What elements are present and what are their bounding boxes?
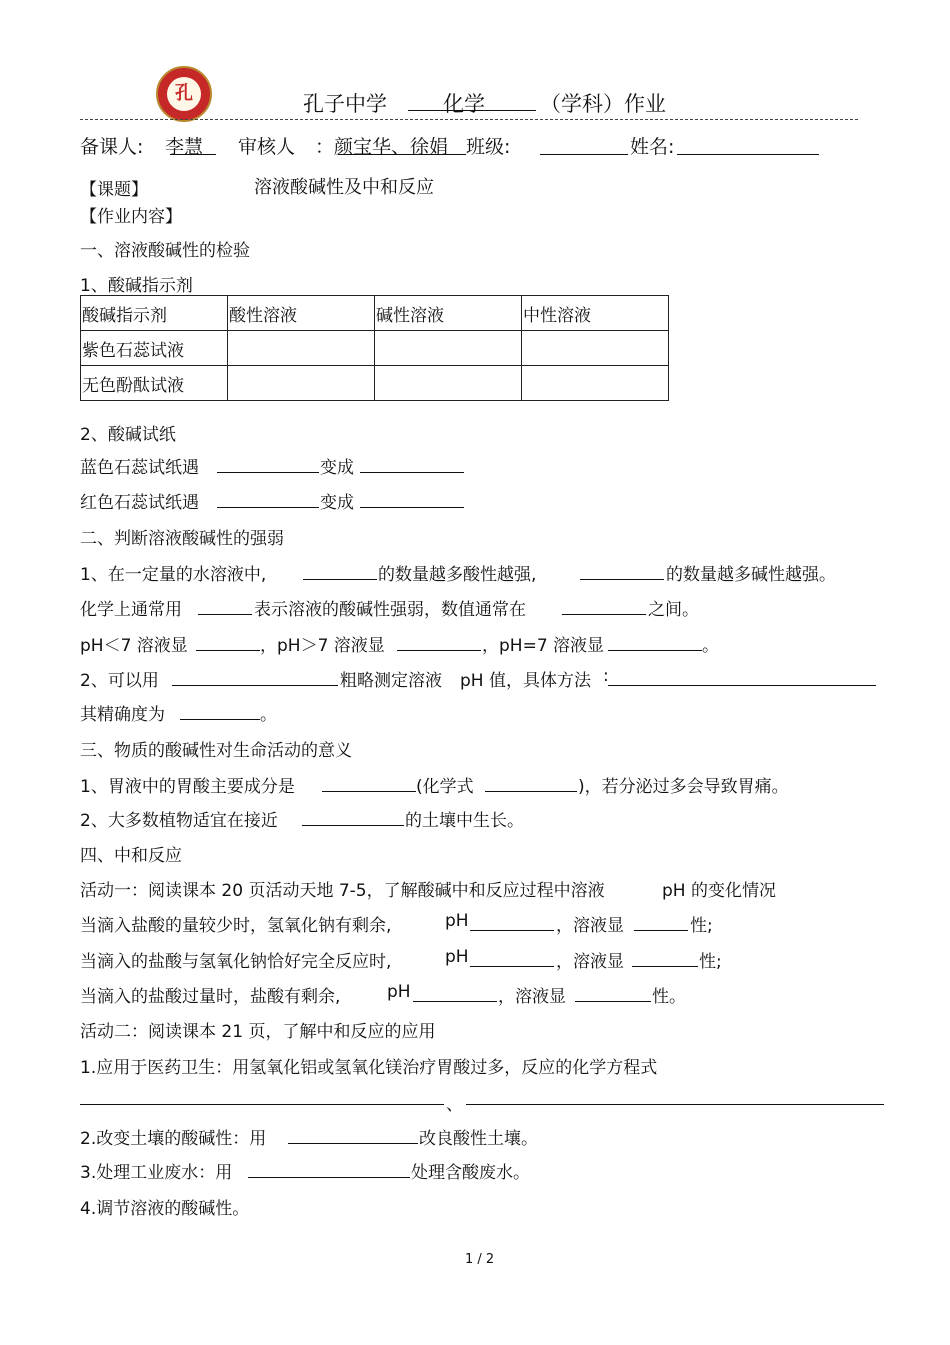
topic-label: 【课题】	[80, 180, 148, 200]
equation-blank-2[interactable]	[466, 1104, 884, 1105]
name-label: 姓名:	[630, 136, 675, 158]
blank[interactable]	[217, 507, 319, 508]
blank[interactable]	[303, 579, 377, 580]
application2-text: 2.改变土壤的酸碱性：用	[80, 1129, 267, 1149]
case3-end: 性。	[652, 987, 686, 1007]
subject-name: 化学	[443, 92, 485, 116]
blank[interactable]	[196, 650, 260, 651]
activity1-text: 活动一：阅读课本 20 页活动天地 7-5，了解酸碱中和反应过程中溶液	[80, 881, 605, 901]
blank[interactable]	[632, 966, 698, 967]
blank[interactable]	[248, 1177, 410, 1178]
table-cell: 紫色石蕊试液	[81, 331, 228, 366]
s2-line4-text: pH 值，具体方法	[460, 671, 591, 691]
blank[interactable]	[288, 1143, 418, 1144]
application3-text: 处理含酸废水。	[411, 1163, 530, 1183]
becomes-text: 变成	[320, 493, 354, 513]
blank[interactable]	[413, 1001, 497, 1002]
class-blank[interactable]	[540, 154, 628, 155]
case2-end: 性;	[699, 952, 722, 972]
blank[interactable]	[198, 614, 252, 615]
class-label: 班级:	[466, 136, 511, 158]
blank[interactable]	[397, 650, 481, 651]
topic-title: 溶液酸碱性及中和反应	[254, 177, 434, 198]
section1-heading: 一、溶液酸碱性的检验	[80, 241, 250, 261]
s2-line4-text: :	[603, 666, 609, 686]
blank[interactable]	[180, 719, 260, 720]
table-header-row	[81, 296, 669, 331]
reviewer-names: ：颜宝华、徐娟	[315, 136, 449, 158]
s2-line5-text: 其精确度为	[80, 705, 165, 725]
s3-line1-text: 1、胃液中的胃酸主要成分是	[80, 777, 295, 797]
s2-line3-text: pH＜7 溶液显	[80, 636, 188, 656]
page-number: 1 / 2	[465, 1252, 495, 1267]
reviewer-label: 审核人	[238, 136, 296, 158]
case2-text: 当滴入的盐酸与氢氧化钠恰好完全反应时,	[80, 952, 392, 972]
blank[interactable]	[360, 472, 464, 473]
s3-line1-text: (化学式	[416, 777, 474, 797]
school-name: 孔子中学	[303, 92, 387, 116]
s3-line2-text: 的土壤中生长。	[405, 811, 524, 831]
equation-separator: 、	[446, 1095, 463, 1115]
s2-line1-text: 的数量越多碱性越强。	[666, 565, 836, 585]
indicator-table	[80, 295, 669, 401]
preparer-label: 备课人:	[80, 136, 144, 158]
application2-text: 改良酸性土壤。	[419, 1129, 538, 1149]
s2-line3-text: 。	[702, 636, 719, 656]
shows-text: ，溶液显	[556, 916, 624, 936]
s3-line2-text: 2、大多数植物适宜在接近	[80, 811, 278, 831]
case3-text: 当滴入的盐酸过量时，盐酸有剩余,	[80, 987, 341, 1007]
ph-label: pH	[445, 947, 469, 967]
blank[interactable]	[360, 507, 464, 508]
section2-heading: 二、判断溶液酸碱性的强弱	[80, 529, 284, 549]
blue-litmus-text: 蓝色石蕊试纸遇	[80, 458, 199, 478]
preparer-underline	[170, 154, 216, 155]
blank[interactable]	[634, 930, 688, 931]
preparer-name: 李慧	[165, 136, 204, 158]
s2-line4-text: 2、可以用	[80, 671, 159, 691]
answer-cell[interactable]	[522, 331, 669, 366]
table-header-cell: 酸碱指示剂	[81, 296, 228, 331]
application4-text: 4.调节溶液的酸碱性。	[80, 1199, 250, 1219]
red-litmus-text: 红色石蕊试纸遇	[80, 493, 199, 513]
blank[interactable]	[172, 685, 338, 686]
equation-blank-1[interactable]	[80, 1104, 444, 1105]
blank[interactable]	[470, 966, 554, 967]
case1-text: 当滴入盐酸的量较少时，氢氧化钠有剩余,	[80, 916, 392, 936]
indicator-subheading: 1、酸碱指示剂	[80, 276, 193, 296]
case1-end: 性;	[690, 916, 713, 936]
answer-cell[interactable]	[375, 331, 522, 366]
table-cell: 无色酚酞试液	[81, 366, 228, 401]
logo-emblem-icon: 孔	[167, 77, 201, 111]
blank[interactable]	[608, 650, 702, 651]
test-paper-subheading: 2、酸碱试纸	[80, 425, 176, 445]
shows-text: ，溶液显	[498, 987, 566, 1007]
application1-text: 1.应用于医药卫生：用氢氧化铝或氢氧化镁治疗胃酸过多，反应的化学方程式	[80, 1058, 658, 1078]
ph-label: pH	[387, 982, 411, 1002]
s2-line1-text: 1、在一定量的水溶液中,	[80, 565, 267, 585]
section4-heading: 四、中和反应	[80, 846, 182, 866]
s2-line2-text: 化学上通常用	[80, 600, 182, 620]
table-header-cell: 酸性溶液	[228, 296, 375, 331]
shows-text: ，溶液显	[556, 952, 624, 972]
s2-line1-text: 的数量越多酸性越强,	[378, 565, 537, 585]
answer-cell[interactable]	[228, 366, 375, 401]
activity1-text: pH 的变化情况	[662, 881, 776, 901]
answer-cell[interactable]	[375, 366, 522, 401]
blank[interactable]	[470, 930, 554, 931]
table-row	[81, 331, 669, 366]
blank[interactable]	[580, 579, 664, 580]
name-blank[interactable]	[677, 154, 819, 155]
blank[interactable]	[322, 791, 416, 792]
becomes-text: 变成	[320, 458, 354, 478]
application3-text: 3.处理工业废水：用	[80, 1163, 233, 1183]
blank[interactable]	[608, 685, 876, 686]
s3-line1-text: )，若分泌过多会导致胃痛。	[578, 777, 789, 797]
header-divider	[80, 119, 858, 120]
title-suffix: （学科）作业	[540, 92, 666, 116]
school-logo	[156, 66, 212, 122]
table-header-cell: 中性溶液	[522, 296, 669, 331]
activity2-text: 活动二：阅读课本 21 页，了解中和反应的应用	[80, 1022, 436, 1042]
blank[interactable]	[485, 791, 577, 792]
blank[interactable]	[217, 472, 319, 473]
s2-line2-text: 表示溶液的酸碱性强弱，数值通常在	[254, 600, 526, 620]
s2-line2-text: 之间。	[648, 600, 699, 620]
answer-cell[interactable]	[522, 366, 669, 401]
s2-line4-text: 粗略测定溶液	[340, 671, 442, 691]
table-row	[81, 366, 669, 401]
blank[interactable]	[302, 825, 404, 826]
blank[interactable]	[562, 614, 646, 615]
s2-line5-text: 。	[260, 705, 277, 725]
table-header-cell: 碱性溶液	[375, 296, 522, 331]
reviewer-underline	[338, 154, 466, 155]
answer-cell[interactable]	[228, 331, 375, 366]
s2-line3-text: ，pH=7 溶液显	[482, 636, 605, 656]
ph-label: pH	[445, 911, 469, 931]
blank[interactable]	[575, 1001, 651, 1002]
s2-line3-text: ，pH＞7 溶液显	[260, 636, 385, 656]
section3-heading: 三、物质的酸碱性对生命活动的意义	[80, 741, 352, 761]
content-label: 【作业内容】	[80, 207, 182, 227]
